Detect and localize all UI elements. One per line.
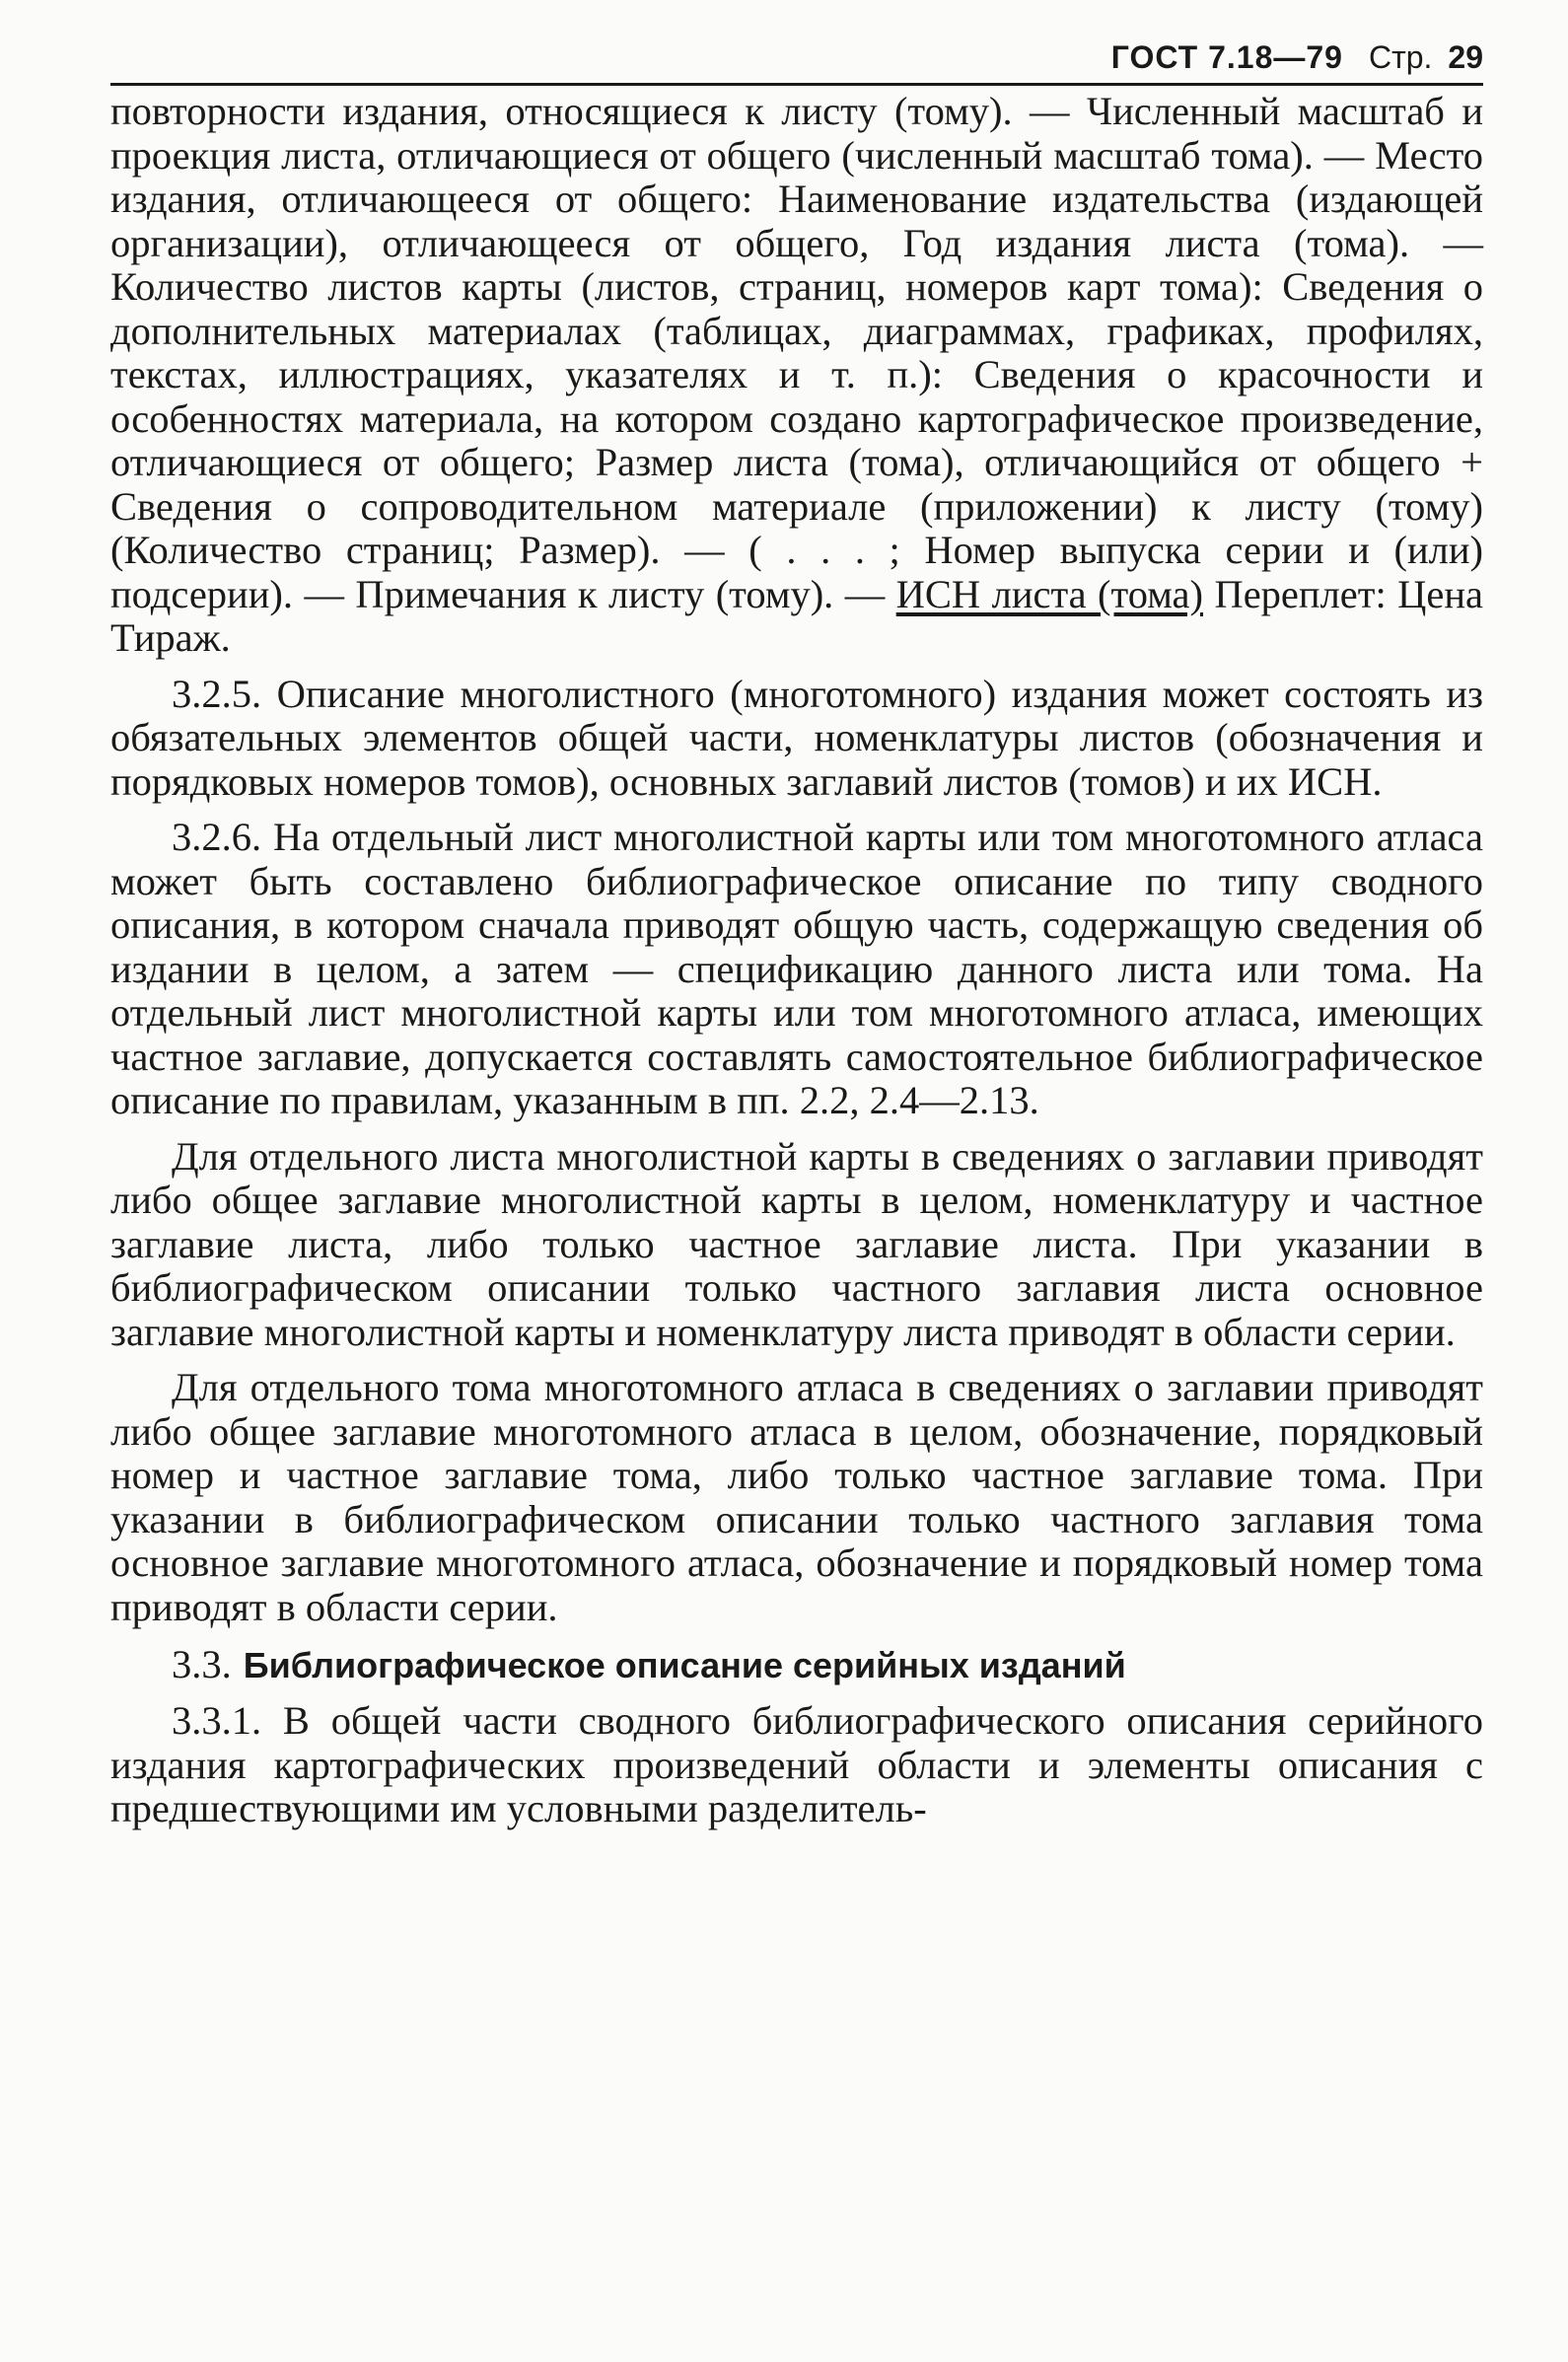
paragraph-3-2-6: 3.2.6. На отдельный лист многолистной карты или том многотомного атласа может быть составлено библиографическое описание по типу сводного описания, в котором сначала приводят общую часть, содержащую сведения об издании в целом, а затем — спецификацию данного листа или тома. На отдельный лист многолистной карты или том многотомного атласа, имеющих частное заглавие, допускается составлять самостоятельное библиографическое описание по правилам, указанным в пп. 2.2, 2.4—2.13.: [110, 815, 1483, 1122]
intro-paragraph: [110, 90, 1483, 661]
paragraph-sheet-title: Для отдельного листа многолистной карты в сведениях о заглавии приводят либо общее заглавие многолистной карты в целом, номенклатуру и частное заглавие листа, либо только частное заглавие листа. При указании в библиографическом описании только частного заглавия листа основное заглавие многолистной карты и номенклатуру листа приводят в области серии.: [110, 1133, 1483, 1354]
section-title: Библиографическое описание серийных изданий: [243, 1645, 1126, 1685]
section-number: 3.3.: [172, 1642, 232, 1686]
standard-number: ГОСТ 7.18—79: [1110, 39, 1343, 75]
intro-text-part2: Переплет: Цена Тираж.: [110, 571, 1484, 660]
isn-underlined-text: ИСН листа (тома): [895, 571, 1204, 616]
document-body: [110, 90, 1483, 1831]
page-number: 29: [1448, 39, 1483, 75]
page-label: Стр.: [1368, 39, 1433, 75]
paragraph-3-2-5: 3.2.5. Описание многолистного (многотомного) издания может состоять из обязательных элементов общей части, номенклатуры листов (обозначения и порядковых номеров томов), основных заглавий листов (томов) и их ИСН.: [110, 671, 1483, 804]
document-page: [110, 36, 1483, 1843]
section-heading-3-3: [110, 1641, 1483, 1689]
paragraph-volume-title: Для отдельного тома многотомного атласа в сведениях о заглавии приводят либо общее заглавие многотомного атласа в целом, обозначение, порядковый номер и частное заглавие тома, либо только частное заглавие тома. При указании в библиографическом описании только частного заглавия тома основное заглавие многотомного атласа, обозначение и порядковый номер тома приводят в области серии.: [110, 1365, 1483, 1629]
intro-text-part1: повторности издания, относящиеся к листу (тому). — Численный масштаб и проекция листа, отличающиеся от общего (численный масштаб тома). — Место издания, отличающееся от общего: Наименование издательства (издающей организации), отличающееся от общего, Год издания листа (тома). — Количество листов карты (листов, страниц, номеров карт тома): Сведения о дополнительных материалах (таблицах, диаграммах, графиках, профилях, текстах, иллюстрациях, указателях и т. п.): Сведения о красочности и особенностях материала, на котором создано картографическое произведение, отличающиеся от общего; Размер листа (тома), отличающийся от общего + Сведения о сопроводительном материале (приложении) к листу (тому) (Количество страниц; Размер). — ( . . . ; Номер выпуска серии и (или) подсерии). — Примечания к листу (тому). —: [110, 89, 1483, 616]
paragraph-3-3-1: 3.3.1. В общей части сводного библиографического описания серийного издания картографических произведений области и элементы описания с предшествующими им условными разделитель-: [110, 1698, 1483, 1830]
page-header: [110, 36, 1483, 86]
